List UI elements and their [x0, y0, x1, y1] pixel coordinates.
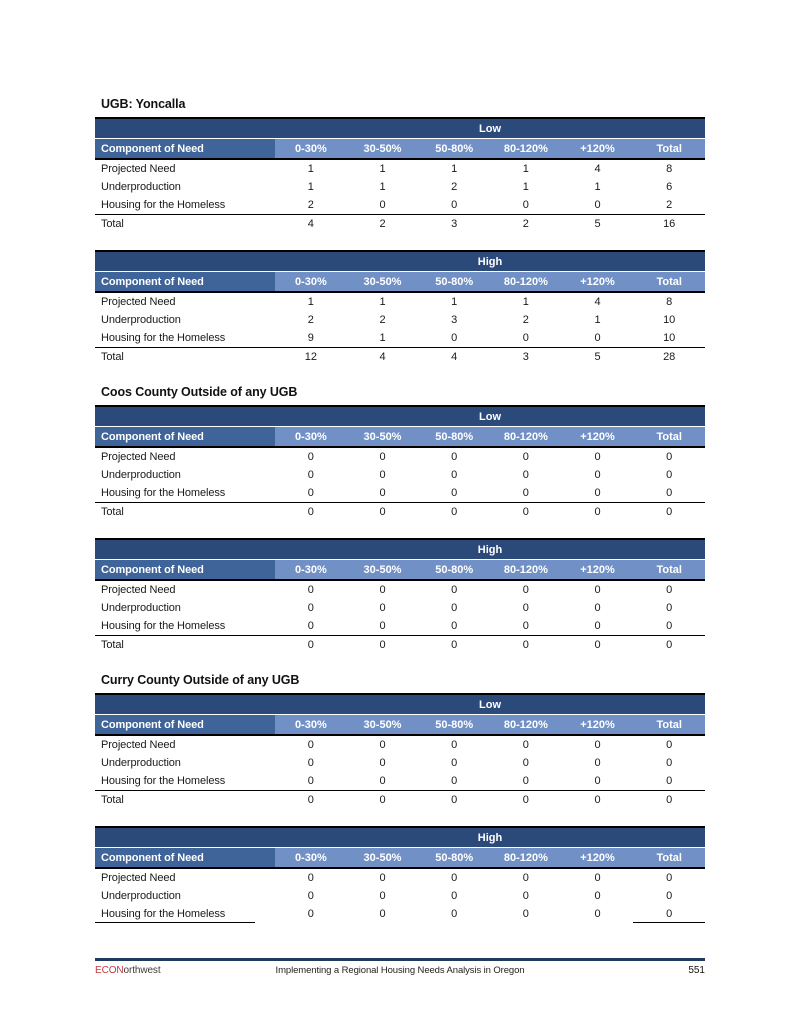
- row-label: Underproduction: [101, 890, 181, 902]
- row-label: Projected Need: [101, 163, 176, 175]
- value-cell: 0: [451, 332, 458, 344]
- value-cell: 0: [451, 620, 458, 632]
- value-cell: 0: [666, 872, 673, 884]
- scenario-band: [95, 828, 705, 847]
- value-cell: 0: [522, 469, 529, 481]
- value-cell: 1: [594, 314, 601, 326]
- value-cell: 0: [522, 890, 529, 902]
- total-value-cell: 4: [307, 218, 314, 230]
- value-cell: 1: [307, 296, 314, 308]
- value-cell: 0: [666, 602, 673, 614]
- column-header: 30-50%: [347, 715, 419, 734]
- total-value-cell: 12: [304, 351, 317, 363]
- band-spacer: [95, 540, 275, 559]
- value-cell: 6: [666, 181, 673, 193]
- value-cell: 2: [666, 199, 673, 211]
- total-value-cell: 5: [594, 351, 601, 363]
- column-header: 30-50%: [347, 272, 419, 291]
- total-label: Total: [101, 794, 124, 806]
- column-header: +120%: [562, 715, 634, 734]
- value-cell: 4: [594, 163, 601, 175]
- column-header: 50-80%: [418, 715, 490, 734]
- table-row: [95, 736, 705, 754]
- column-header: 50-80%: [418, 272, 490, 291]
- value-cell: 2: [307, 199, 314, 211]
- scenario-label: Low: [479, 122, 501, 135]
- band-spacer: [95, 407, 275, 426]
- component-of-need-header: Component of Need: [95, 139, 275, 158]
- column-header: 50-80%: [418, 427, 490, 446]
- value-cell: 0: [594, 872, 601, 884]
- table-row: [95, 178, 705, 196]
- footer-title: Implementing a Regional Housing Needs Analysis in Oregon: [275, 965, 525, 976]
- total-row: [95, 503, 705, 521]
- table-row: [95, 869, 705, 887]
- value-cell: 0: [307, 620, 314, 632]
- value-cell: 0: [594, 739, 601, 751]
- value-cell: 0: [451, 451, 458, 463]
- value-cell: 0: [666, 775, 673, 787]
- total-value-cell: 0: [379, 506, 386, 518]
- total-value-cell: 0: [307, 794, 314, 806]
- value-cell: 1: [522, 163, 529, 175]
- column-header: 30-50%: [347, 560, 419, 579]
- total-value-cell: 2: [522, 218, 529, 230]
- value-cell: 0: [522, 739, 529, 751]
- value-cell: 0: [522, 757, 529, 769]
- brand-red-text: ECON: [95, 965, 124, 976]
- total-value-cell: 0: [379, 794, 386, 806]
- scenario-band: [95, 540, 705, 559]
- column-header: Total: [633, 560, 705, 579]
- value-cell: 0: [379, 620, 386, 632]
- scenario-label: High: [477, 255, 503, 268]
- table-row: [95, 905, 705, 923]
- value-cell: 0: [379, 584, 386, 596]
- column-header-row: [95, 559, 705, 579]
- value-cell: 0: [451, 199, 458, 211]
- value-cell: 0: [594, 332, 601, 344]
- value-cell: 0: [307, 739, 314, 751]
- row-label: Projected Need: [101, 451, 176, 463]
- total-label: Total: [101, 351, 124, 363]
- value-cell: 1: [522, 296, 529, 308]
- column-header: 50-80%: [418, 848, 490, 867]
- scenario-band: [95, 695, 705, 714]
- value-cell: 10: [663, 332, 676, 344]
- value-cell: 1: [379, 332, 386, 344]
- value-cell: 0: [379, 487, 386, 499]
- column-header: 50-80%: [418, 560, 490, 579]
- total-value-cell: 0: [594, 794, 601, 806]
- value-cell: 0: [379, 872, 386, 884]
- table-row: [95, 754, 705, 772]
- column-header: Total: [633, 139, 705, 158]
- total-value-cell: 0: [451, 794, 458, 806]
- total-value-cell: 3: [522, 351, 529, 363]
- econorthwest-logo: [95, 965, 245, 976]
- total-value-cell: 2: [379, 218, 386, 230]
- value-cell: 0: [379, 602, 386, 614]
- value-cell: 1: [379, 296, 386, 308]
- value-cell: 0: [307, 890, 314, 902]
- value-cell: 0: [522, 602, 529, 614]
- total-value-cell: 0: [451, 506, 458, 518]
- total-value-cell: 3: [451, 218, 458, 230]
- value-cell: 0: [594, 469, 601, 481]
- table-body: [95, 291, 705, 347]
- column-header: 0-30%: [275, 427, 347, 446]
- value-cell: 0: [522, 199, 529, 211]
- section-title: UGB: Yoncalla: [101, 97, 186, 111]
- total-separator: [95, 502, 705, 521]
- table-row: [95, 293, 705, 311]
- column-header: 0-30%: [275, 560, 347, 579]
- total-value-cell: 4: [451, 351, 458, 363]
- row-label: Housing for the Homeless: [95, 905, 255, 923]
- value-cell: 4: [594, 296, 601, 308]
- value-cell: 0: [307, 872, 314, 884]
- column-header: 80-120%: [490, 715, 562, 734]
- total-separator: [95, 790, 705, 809]
- column-header-row: [95, 138, 705, 158]
- value-cell: 0: [307, 757, 314, 769]
- table-section: [95, 385, 705, 654]
- value-cell: 0: [522, 620, 529, 632]
- value-cell: 0: [594, 199, 601, 211]
- page-content: [95, 97, 705, 942]
- value-cell: 0: [379, 451, 386, 463]
- table-row: [95, 581, 705, 599]
- value-cell: 0: [522, 775, 529, 787]
- column-header: 80-120%: [490, 560, 562, 579]
- value-cell: 0: [307, 775, 314, 787]
- total-separator: [95, 214, 705, 233]
- value-cell: 0: [522, 451, 529, 463]
- value-cell: 3: [451, 314, 458, 326]
- value-cell: 0: [451, 775, 458, 787]
- row-label: Projected Need: [101, 296, 176, 308]
- value-cell: 0: [451, 469, 458, 481]
- table-row: [95, 617, 705, 635]
- band-spacer: [95, 252, 275, 271]
- value-cell: 8: [666, 296, 673, 308]
- column-header: 30-50%: [347, 848, 419, 867]
- row-label: Underproduction: [101, 181, 181, 193]
- table-body: [95, 734, 705, 790]
- column-header: +120%: [562, 560, 634, 579]
- column-header: 80-120%: [490, 848, 562, 867]
- section-title: Coos County Outside of any UGB: [101, 385, 298, 399]
- need-table: [95, 250, 705, 366]
- row-label: Underproduction: [101, 757, 181, 769]
- scenario-band: [95, 407, 705, 426]
- value-cell: 0: [307, 908, 314, 920]
- column-header: 80-120%: [490, 427, 562, 446]
- brand-rest-text: orthwest: [123, 965, 161, 976]
- value-cell: 0: [594, 890, 601, 902]
- need-table: [95, 826, 705, 923]
- value-cell: 0: [666, 584, 673, 596]
- column-header: Total: [633, 848, 705, 867]
- value-cell: 0: [451, 908, 458, 920]
- column-header: +120%: [562, 848, 634, 867]
- component-of-need-header: Component of Need: [95, 272, 275, 291]
- scenario-band: [95, 252, 705, 271]
- total-value-cell: 0: [594, 506, 601, 518]
- value-cell: 8: [666, 163, 673, 175]
- total-value-cell: 0: [594, 639, 601, 651]
- value-cell: 1: [379, 181, 386, 193]
- scenario-label: High: [477, 543, 503, 556]
- scenario-band: [95, 119, 705, 138]
- need-table: [95, 693, 705, 809]
- row-label: Underproduction: [101, 469, 181, 481]
- total-value-cell: 0: [307, 506, 314, 518]
- column-header: Total: [633, 715, 705, 734]
- value-cell: 0: [307, 602, 314, 614]
- value-cell: 0: [379, 890, 386, 902]
- column-header: 0-30%: [275, 715, 347, 734]
- total-value-cell: 16: [663, 218, 676, 230]
- total-row: [95, 636, 705, 654]
- table-row: [95, 484, 705, 502]
- row-label: Projected Need: [101, 584, 176, 596]
- component-of-need-header: Component of Need: [95, 848, 275, 867]
- table-section: [95, 673, 705, 923]
- page-footer: [95, 958, 705, 976]
- value-cell: 0: [379, 775, 386, 787]
- value-cell: 0: [666, 757, 673, 769]
- value-cell: 0: [522, 487, 529, 499]
- total-value-cell: 0: [451, 639, 458, 651]
- footer-line: [95, 965, 705, 976]
- column-header: 50-80%: [418, 139, 490, 158]
- column-header: Total: [633, 272, 705, 291]
- value-cell: 1: [451, 296, 458, 308]
- table-row: [95, 448, 705, 466]
- total-value-cell: 0: [666, 506, 673, 518]
- value-cell: 0: [379, 469, 386, 481]
- table-row: [95, 887, 705, 905]
- row-label: Housing for the Homeless: [101, 199, 226, 211]
- value-cell: 0: [594, 584, 601, 596]
- table-row: [95, 196, 705, 214]
- value-cell: 0: [522, 584, 529, 596]
- total-row: [95, 215, 705, 233]
- value-cell: 1: [522, 181, 529, 193]
- total-label: Total: [101, 506, 124, 518]
- value-cell: 0: [666, 890, 673, 902]
- column-header: +120%: [562, 272, 634, 291]
- value-cell: 0: [451, 584, 458, 596]
- component-of-need-header: Component of Need: [95, 560, 275, 579]
- page-number: 551: [688, 965, 705, 976]
- value-cell: 0: [522, 872, 529, 884]
- component-of-need-header: Component of Need: [95, 427, 275, 446]
- value-cell: 0: [594, 757, 601, 769]
- value-cell: 0: [666, 487, 673, 499]
- value-cell: 0: [522, 332, 529, 344]
- table-row: [95, 160, 705, 178]
- row-label: Projected Need: [101, 872, 176, 884]
- column-header: 30-50%: [347, 427, 419, 446]
- need-table: [95, 538, 705, 654]
- value-cell: 1: [379, 163, 386, 175]
- section-title: Curry County Outside of any UGB: [101, 673, 300, 687]
- total-separator: [95, 635, 705, 654]
- row-label: Housing for the Homeless: [101, 487, 226, 499]
- total-label: Total: [101, 218, 124, 230]
- table-row: [95, 311, 705, 329]
- total-value-cell: 0: [379, 639, 386, 651]
- table-body: [95, 579, 705, 635]
- total-row: [95, 791, 705, 809]
- row-label: Housing for the Homeless: [101, 775, 226, 787]
- column-header-row: [95, 714, 705, 734]
- total-value-cell: 0: [522, 639, 529, 651]
- table-row: [95, 329, 705, 347]
- value-cell: 0: [594, 620, 601, 632]
- column-header: +120%: [562, 139, 634, 158]
- table-row: [95, 466, 705, 484]
- value-cell: 0: [307, 487, 314, 499]
- value-cell: 0: [451, 757, 458, 769]
- value-cell: 0: [522, 908, 529, 920]
- need-table: [95, 405, 705, 521]
- value-cell: 1: [594, 181, 601, 193]
- need-table: [95, 117, 705, 233]
- value-cell: 0: [451, 890, 458, 902]
- column-header: 0-30%: [275, 272, 347, 291]
- band-spacer: [95, 828, 275, 847]
- table-section: [95, 97, 705, 366]
- total-value-cell: 4: [379, 351, 386, 363]
- total-value-cell: 0: [522, 506, 529, 518]
- table-body: [95, 867, 705, 923]
- value-cell: 0: [666, 620, 673, 632]
- value-cell: 0: [633, 905, 705, 923]
- total-value-cell: 5: [594, 218, 601, 230]
- value-cell: 1: [307, 163, 314, 175]
- value-cell: 0: [451, 487, 458, 499]
- value-cell: 0: [594, 451, 601, 463]
- value-cell: 0: [307, 469, 314, 481]
- total-value-cell: 0: [307, 639, 314, 651]
- value-cell: 0: [594, 908, 601, 920]
- band-spacer: [95, 119, 275, 138]
- value-cell: 0: [379, 908, 386, 920]
- column-header: +120%: [562, 427, 634, 446]
- value-cell: 2: [522, 314, 529, 326]
- value-cell: 0: [307, 584, 314, 596]
- value-cell: 2: [379, 314, 386, 326]
- column-header: 0-30%: [275, 848, 347, 867]
- row-label: Underproduction: [101, 602, 181, 614]
- total-separator: [95, 347, 705, 366]
- table-body: [95, 158, 705, 214]
- scenario-label: Low: [479, 698, 501, 711]
- value-cell: 10: [663, 314, 676, 326]
- row-label: Housing for the Homeless: [101, 620, 226, 632]
- value-cell: 0: [379, 199, 386, 211]
- scenario-label: Low: [479, 410, 501, 423]
- value-cell: 0: [666, 451, 673, 463]
- total-value-cell: 28: [663, 351, 676, 363]
- total-value-cell: 0: [666, 794, 673, 806]
- column-header: 80-120%: [490, 139, 562, 158]
- value-cell: 0: [379, 739, 386, 751]
- total-row: [95, 348, 705, 366]
- column-header-row: [95, 847, 705, 867]
- total-label: Total: [101, 639, 124, 651]
- row-label: Underproduction: [101, 314, 181, 326]
- value-cell: 1: [451, 163, 458, 175]
- table-row: [95, 599, 705, 617]
- value-cell: 0: [666, 739, 673, 751]
- table-row: [95, 772, 705, 790]
- total-value-cell: 0: [522, 794, 529, 806]
- value-cell: 2: [307, 314, 314, 326]
- column-header-row: [95, 426, 705, 446]
- column-header-row: [95, 271, 705, 291]
- value-cell: 1: [307, 181, 314, 193]
- value-cell: 0: [379, 757, 386, 769]
- column-header: 30-50%: [347, 139, 419, 158]
- value-cell: 0: [594, 602, 601, 614]
- value-cell: 0: [451, 872, 458, 884]
- scenario-label: High: [477, 831, 503, 844]
- row-label: Projected Need: [101, 739, 176, 751]
- value-cell: 0: [307, 451, 314, 463]
- value-cell: 0: [594, 775, 601, 787]
- total-value-cell: 0: [666, 639, 673, 651]
- value-cell: 2: [451, 181, 458, 193]
- value-cell: 0: [594, 487, 601, 499]
- value-cell: 0: [666, 469, 673, 481]
- row-label: Housing for the Homeless: [101, 332, 226, 344]
- value-cell: 9: [307, 332, 314, 344]
- column-header: 0-30%: [275, 139, 347, 158]
- column-header: 80-120%: [490, 272, 562, 291]
- value-cell: 0: [451, 739, 458, 751]
- value-cell: 0: [451, 602, 458, 614]
- component-of-need-header: Component of Need: [95, 715, 275, 734]
- table-body: [95, 446, 705, 502]
- column-header: Total: [633, 427, 705, 446]
- footer-rule: [95, 958, 705, 961]
- band-spacer: [95, 695, 275, 714]
